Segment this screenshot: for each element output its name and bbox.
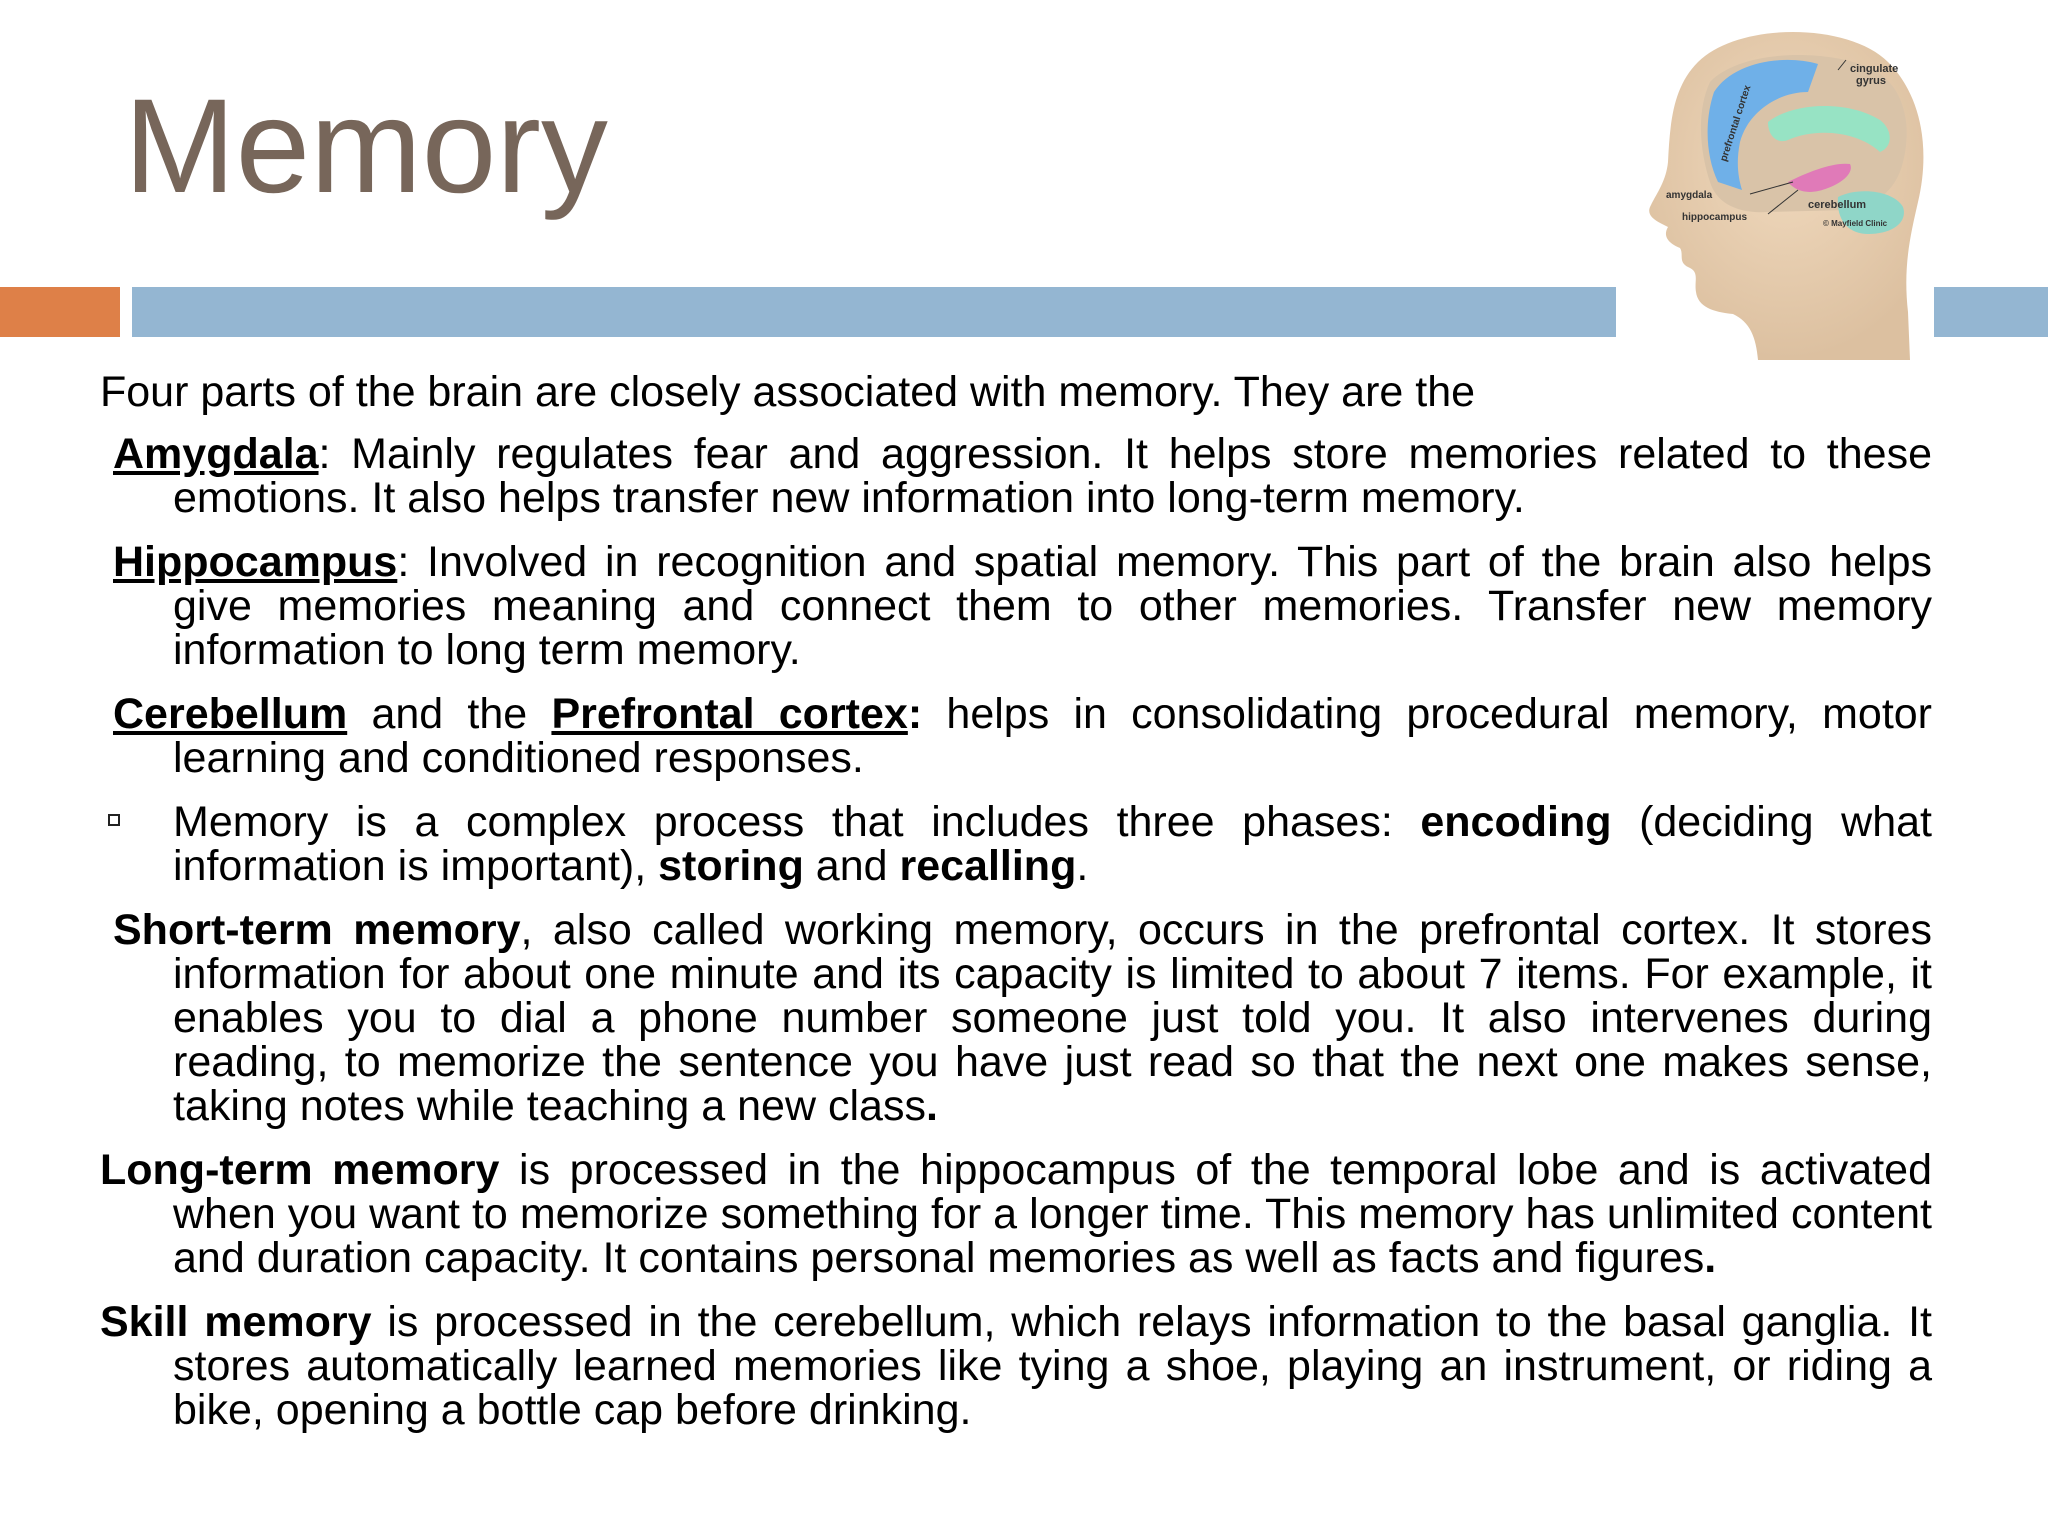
accent-bar-orange [0,287,120,337]
brain-diagram-image [1618,22,1934,362]
slide-body [100,370,1932,1452]
brain-label-cingulate-1: cingulate [1850,63,1899,75]
phases-text-1: Memory is a complex process that includes three phases: [173,798,1421,846]
short-term-paragraph [100,908,1932,1128]
slide-title: Memory [124,72,608,221]
brain-label-hippocampus: hippocampus [1682,212,1748,223]
brain-credit: © Mayfield Clinic [1823,219,1888,228]
long-term-end: . [1704,1234,1717,1282]
cerebellum-term: Cerebellum [113,690,348,738]
short-term-text: , also called working memory, occurs in the prefrontal cortex. It stores information for about one minute and its capacity is limited to about 7 items. For example, it enables you to dial a phone number someone just told you. It also intervenes during reading, to memorize the sentence you have just read so that the next one makes sense, taking notes while teaching a new class [173,906,1932,1130]
phase-recalling: recalling [899,842,1077,890]
accent-bar-blue-right [1934,287,2048,337]
short-term-end: . [925,1082,938,1130]
prefrontal-term: Prefrontal cortex [551,690,908,738]
hippocampus-paragraph [100,540,1932,672]
long-term-term: Long-term memory [100,1146,500,1194]
phase-storing: storing [658,842,804,890]
amygdala-text: : Mainly regulates fear and aggression. It helps store memories related to these emotions. It also helps transfer new information into long-term memory. [173,430,1932,522]
phases-text-2: (deciding what information is important), [173,798,1932,890]
brain-label-cingulate-2: gyrus [1856,75,1886,87]
cerebellum-text: helps in consolidating procedural memory, motor learning and conditioned responses. [173,690,1932,782]
long-term-text: is processed in the hippocampus of the temporal lobe and is activated when you want to memorize something for a longer time. This memory has unlimited content and duration capacity. It contains personal memories as well as facts and figures [173,1146,1932,1282]
cerebellum-paragraph [100,692,1932,780]
skill-term: Skill memory [100,1298,372,1346]
cerebellum-mid: and the [347,690,552,738]
phases-text-3: and [803,842,900,890]
phases-bullet [100,800,1932,888]
amygdala-paragraph [100,432,1932,520]
brain-label-cerebellum: cerebellum [1808,199,1867,211]
phase-encoding: encoding [1420,798,1612,846]
bullet-square-icon [108,814,120,826]
short-term-term: Short-term memory [113,906,521,954]
hippocampus-text: : Involved in recognition and spatial memory. This part of the brain also helps give memories meaning and connect them to other memories. Transfer new memory information to long term memory. [173,538,1932,674]
brain-label-prefrontal: prefrontal cortex [1718,83,1754,163]
prefrontal-colon: : [907,690,923,738]
amygdala-term: Amygdala [113,430,319,478]
skill-text: is processed in the cerebellum, which relays information to the basal ganglia. It stores automatically learned memories like tying a shoe, playing an instrument, or riding a bike, opening a bottle cap before drinking. [173,1298,1932,1434]
long-term-paragraph [100,1148,1932,1280]
intro-text: Four parts of the brain are closely associated with memory. They are the [100,368,1476,416]
skill-paragraph [100,1300,1932,1432]
brain-label-amygdala: amygdala [1666,190,1713,201]
hippocampus-term: Hippocampus [113,538,398,586]
phases-text-4: . [1076,842,1089,890]
accent-bar-blue [132,287,1616,337]
